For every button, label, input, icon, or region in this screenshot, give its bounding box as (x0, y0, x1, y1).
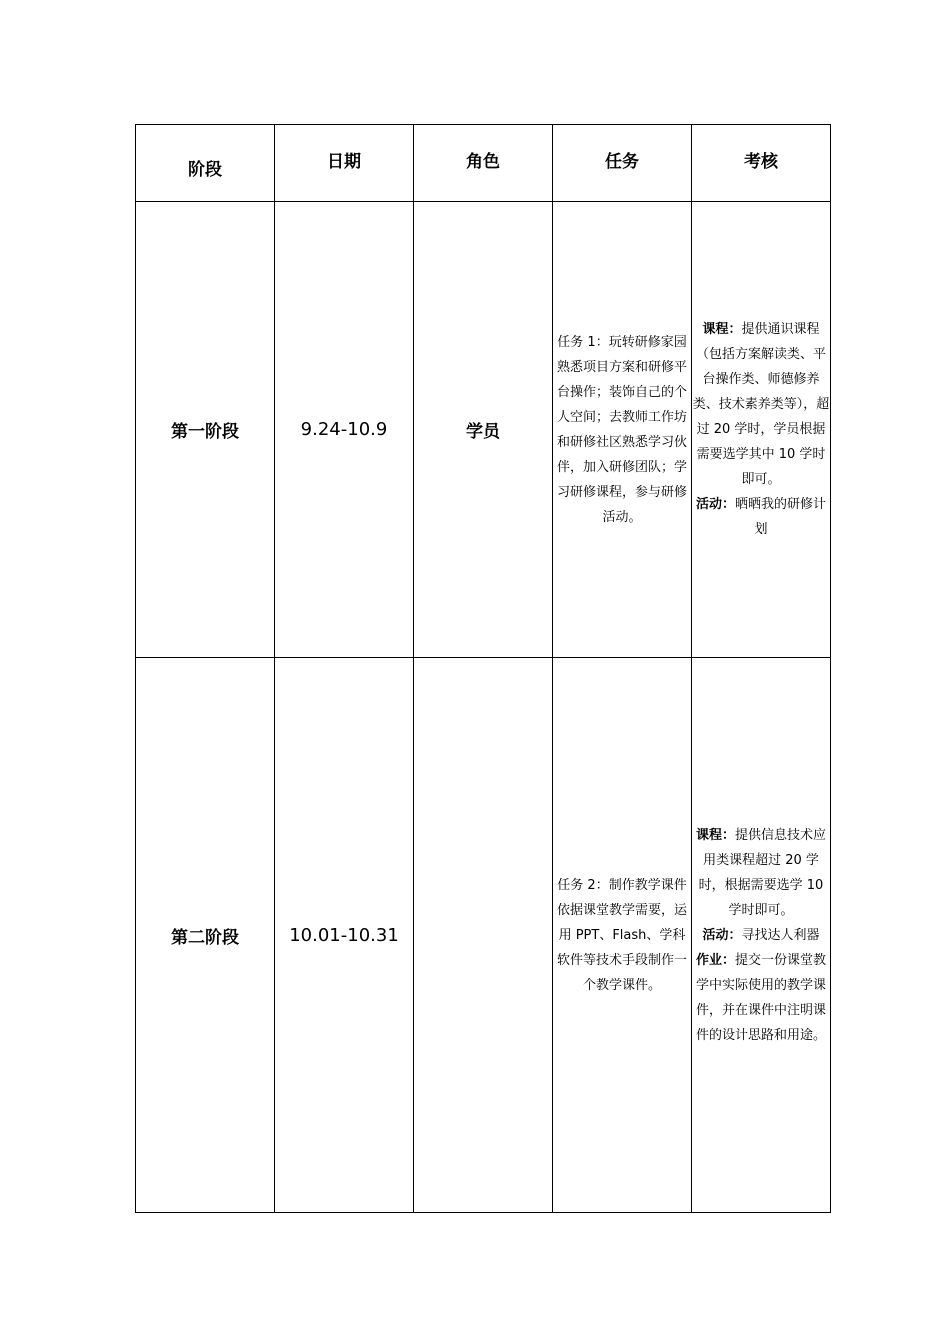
date-cell: 9.24-10.9 (275, 202, 414, 658)
assessment-label: 课程： (695, 827, 735, 843)
assessment-cell (692, 202, 831, 658)
assessment-item (692, 823, 830, 923)
stage-cell: 第一阶段 (136, 202, 275, 658)
assessment-text: 寻找达人利器 (741, 927, 820, 943)
assessment-cell (692, 658, 831, 1213)
task-description: 依据课堂教学需要，运用 PPT、Flash、学科软件等技术手段制作一个教学课件。 (556, 902, 687, 993)
assessment-label: 活动： (695, 497, 735, 512)
assessment-text: 提交一份课堂教学中实际使用的教学课件，并在课件中注明课件的设计思路和用途。 (695, 952, 827, 1043)
task-cell (553, 202, 692, 658)
date-cell: 10.01-10.31 (275, 658, 414, 1213)
stage-cell: 第二阶段 (136, 658, 275, 1213)
table-header-row (136, 125, 831, 202)
header-role: 角色 (414, 125, 553, 202)
task-cell (553, 658, 692, 1213)
role-cell: 学员 (414, 202, 553, 658)
assessment-text: 提供信息技术应用类课程超过 20 学时，根据需要选学 10 学时即可。 (698, 827, 827, 918)
header-stage: 阶段 (136, 125, 275, 202)
assessment-label: 课程： (702, 322, 742, 337)
schedule-table (135, 124, 831, 1213)
assessment-item (692, 492, 830, 542)
task-title: 任务 1：玩转研修家园 (557, 334, 687, 350)
table-row (136, 658, 831, 1213)
assessment-item (692, 923, 830, 948)
header-assessment: 考核 (692, 125, 831, 202)
assessment-text: 晒晒我的研修计划 (735, 497, 827, 537)
header-date: 日期 (275, 125, 414, 202)
role-cell (414, 658, 553, 1213)
assessment-text: 提供通识课程（包括方案解读类、平台操作类、师德修养类、技术素养类等），超过 20 学时，学员根据需要选学其中 10 学时即可。 (692, 322, 830, 487)
task-description: 熟悉项目方案和研修平台操作；装饰自己的个人空间；去教师工作坊和研修社区熟悉学习伙伴，加入研修团队；学习研修课程，参与研修活动。 (556, 359, 687, 525)
assessment-item (692, 948, 830, 1048)
table-row (136, 202, 831, 658)
task-title: 任务 2：制作教学课件 (557, 877, 687, 893)
assessment-label: 活动： (702, 927, 742, 943)
header-task: 任务 (553, 125, 692, 202)
assessment-label: 作业： (695, 952, 735, 968)
assessment-item (692, 317, 830, 492)
